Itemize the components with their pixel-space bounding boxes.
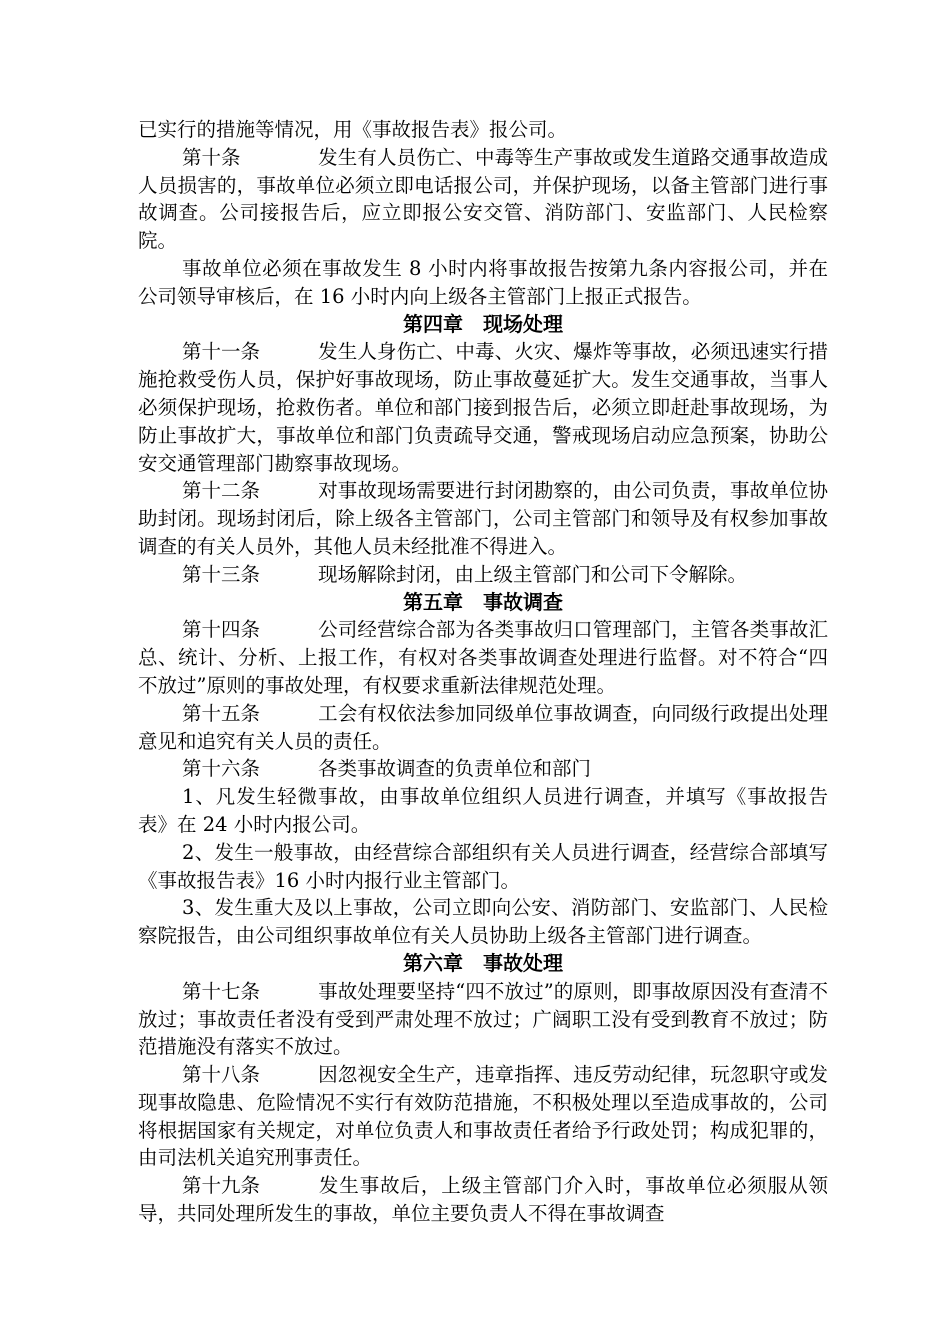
list-item: 3、发生重大及以上事故，公司立即向公安、消防部门、安监部门、人民检察院报告，由公司组织事故单位有关人员协助上级各主管部门进行调查。 xyxy=(138,896,828,948)
article-text: 工会有权依法参加同级单位事故调查，向同级行政提出处理意见和追究有关人员的责任。 xyxy=(138,701,828,753)
article-13 xyxy=(138,561,828,589)
article-number: 第十八条 xyxy=(182,1063,261,1087)
article-14 xyxy=(138,616,828,699)
article-number: 第十七条 xyxy=(182,979,261,1003)
article-19 xyxy=(138,1172,828,1228)
article-17 xyxy=(138,978,828,1061)
article-10 xyxy=(138,144,828,255)
article-11 xyxy=(138,338,828,477)
article-text: 公司经营综合部为各类事故归口管理部门，主管各类事故汇总、统计、分析、上报工作，有权对各类事故调查处理进行监督。对不符合“四不放过”原则的事故处理，有权要求重新法律规范处理。 xyxy=(138,618,828,697)
article-number: 第十一条 xyxy=(182,340,261,364)
document-page xyxy=(138,116,828,1228)
article-text: 发生人身伤亡、中毒、火灾、爆炸等事故，必须迅速实行措施抢救受伤人员，保护好事故现场，防止事故蔓延扩大。发生交通事故，当事人必须保护现场，抢救伤者。单位和部门接到报告后，必须立即赶赴事故现场，为防止事故扩大，事故单位和部门负责疏导交通，警戒现场启动应急预案，协助公安交通管理部门勘察事故现场。 xyxy=(138,340,828,475)
article-number: 第十九条 xyxy=(182,1174,261,1198)
article-number: 第十条 xyxy=(182,145,241,169)
article-number: 第十六条 xyxy=(182,757,261,781)
chapter-heading: 第四章 现场处理 xyxy=(403,311,563,336)
article-number: 第十四条 xyxy=(182,618,261,642)
chapter-heading: 第五章 事故调查 xyxy=(403,589,563,614)
article-number: 第十二条 xyxy=(182,479,261,503)
article-text: 因忽视安全生产，违章指挥、违反劳动纪律，玩忽职守或发现事故隐患、危险情况不实行有效防范措施，不积极处理以至造成事故的，公司将根据国家有关规定，对单位负责人和事故责任者给予行政处罚；构成犯罪的，由司法机关追究刑事责任。 xyxy=(138,1063,828,1170)
paragraph: 已实行的措施等情况，用《事故报告表》报公司。 xyxy=(138,118,568,141)
article-18 xyxy=(138,1061,828,1172)
article-16 xyxy=(138,755,828,783)
article-number: 第十五条 xyxy=(182,701,261,725)
article-text: 发生事故后，上级主管部门介入时，事故单位必须服从领导，共同处理所发生的事故，单位主要负责人不得在事故调查 xyxy=(138,1174,828,1226)
chapter-heading: 第六章 事故处理 xyxy=(403,950,563,975)
article-text: 事故处理要坚持“四不放过”的原则，即事故原因没有查清不放过；事故责任者没有受到严肃处理不放过；广阔职工没有受到教育不放过；防范措施没有落实不放过。 xyxy=(138,979,828,1059)
article-text: 各类事故调查的负责单位和部门 xyxy=(318,757,592,781)
list-item: 1、凡发生轻微事故，由事故单位组织人员进行调查，并填写《事故报告表》在 24 小时内报公司。 xyxy=(138,785,828,836)
article-text: 现场解除封闭，由上级主管部门和公司下令解除。 xyxy=(318,562,748,586)
paragraph: 事故单位必须在事故发生 8 小时内将事故报告按第九条内容报公司，并在公司领导审核后，在 16 小时内向上级各主管部门上报正式报告。 xyxy=(138,256,828,308)
article-number: 第十三条 xyxy=(182,562,261,586)
article-12 xyxy=(138,477,828,560)
list-item: 2、发生一般事故，由经营综合部组织有关人员进行调查，经营综合部填写《事故报告表》16 小时内报行业主管部门。 xyxy=(138,840,828,892)
article-text: 对事故现场需要进行封闭勘察的，由公司负责，事故单位协助封闭。现场封闭后，除上级各主管部门，公司主管部门和领导及有权参加事故调查的有关人员外，其他人员未经批准不得进入。 xyxy=(138,479,828,558)
article-text: 发生有人员伤亡、中毒等生产事故或发生道路交通事故造成人员损害的，事故单位必须立即电话报公司，并保护现场，以备主管部门进行事故调查。公司接报告后，应立即报公安交管、消防部门、安监部门、人民检察院。 xyxy=(138,145,828,253)
article-15 xyxy=(138,700,828,756)
